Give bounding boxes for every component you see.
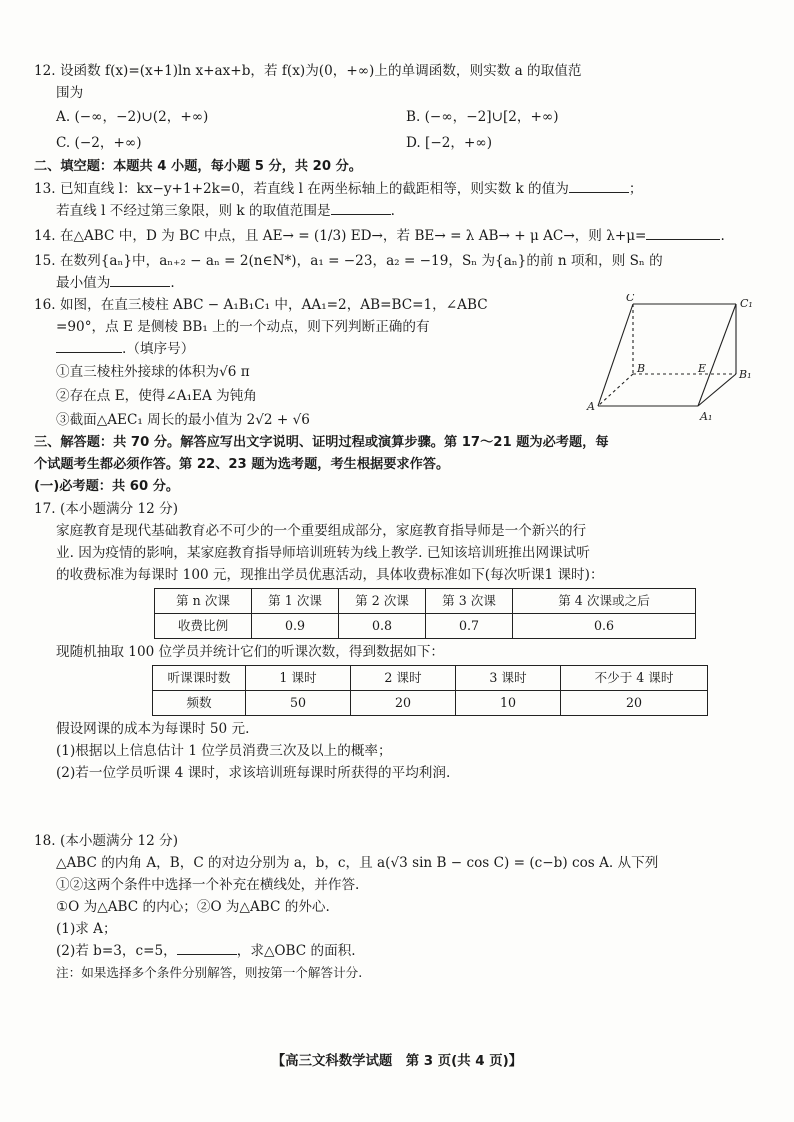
question-15 bbox=[34, 250, 774, 294]
fee-cell-2: 0.8 bbox=[339, 614, 426, 639]
table-row bbox=[155, 589, 696, 614]
question-12 bbox=[34, 60, 774, 156]
q13-line1: 13. 已知直线 l：kx−y+1+2k=0，若直线 l 在两坐标轴上的截距相等，则实数 k 的值为 bbox=[34, 181, 569, 197]
q15-blank[interactable] bbox=[110, 272, 170, 287]
label-e: E bbox=[698, 362, 707, 375]
q17-sub2: (2)若一位学员听课 4 课时，求该培训班每课时所获得的平均利润. bbox=[56, 765, 451, 781]
question-17 bbox=[34, 498, 774, 784]
fee-header-1: 第 1 次课 bbox=[252, 589, 339, 614]
table-row bbox=[153, 666, 708, 691]
q13-blank1[interactable] bbox=[569, 178, 629, 193]
label-a: A bbox=[587, 400, 595, 413]
q15-line2-end: . bbox=[170, 275, 175, 291]
q18-sub1: (1)求 A； bbox=[56, 921, 117, 937]
q14-blank[interactable] bbox=[646, 225, 720, 240]
prism-figure bbox=[586, 294, 776, 424]
section2-heading: 二、填空题：本题共 4 小题，每小题 5 分，共 20 分。 bbox=[34, 159, 362, 174]
label-b: B bbox=[637, 362, 646, 375]
label-b1: B₁ bbox=[739, 368, 752, 381]
label-c1: C₁ bbox=[740, 297, 753, 310]
q12-line1: 12. 设函数 f(x)=(x+1)ln x+ax+b，若 f(x)为(0，+∞)上的单调函数，则实数 a 的取值范 bbox=[34, 63, 582, 79]
fee-header-2: 第 2 次课 bbox=[339, 589, 426, 614]
q18-sub2: (2)若 b=3，c=5， bbox=[56, 943, 177, 959]
fee-header-3: 第 3 次课 bbox=[426, 589, 513, 614]
freq-cell-1: 50 bbox=[246, 691, 351, 716]
table-row bbox=[153, 691, 708, 716]
q12-option-b[interactable]: B. (−∞，−2]∪[2，+∞) bbox=[406, 109, 559, 125]
question-16 bbox=[34, 294, 774, 432]
fee-header-4: 第 4 次课或之后 bbox=[513, 589, 696, 614]
freq-header-3: 3 课时 bbox=[456, 666, 561, 691]
section3-line2: 个试题考生都必须作答。第 22、23 题为选考题，考生根据要求作答。 bbox=[34, 457, 450, 472]
label-c: C bbox=[626, 294, 635, 304]
q15-line2: 最小值为 bbox=[56, 275, 111, 291]
q12-options bbox=[34, 104, 774, 156]
freq-header-4: 不少于 4 课时 bbox=[561, 666, 708, 691]
freq-header-2: 2 课时 bbox=[351, 666, 456, 691]
freq-cell-3: 10 bbox=[456, 691, 561, 716]
q17-cost: 假设网课的成本为每课时 50 元. bbox=[56, 721, 250, 737]
q13-line2-end: . bbox=[390, 203, 395, 219]
fee-header-0: 第 n 次课 bbox=[155, 589, 252, 614]
q16-item3: ③截面△AEC₁ 周长的最小值为 2√2 + √6 bbox=[56, 412, 310, 428]
q16-item2: ②存在点 E，使得∠A₁EA 为钝角 bbox=[56, 388, 257, 404]
q17-head: 17. (本小题满分 12 分) bbox=[34, 501, 179, 517]
q18-head: 18. (本小题满分 12 分) bbox=[34, 833, 179, 849]
q16-item1: ①直三棱柱外接球的体积为√6 π bbox=[56, 364, 250, 380]
q17-mid: 现随机抽取 100 位学员并统计它们的听课次数，得到数据如下： bbox=[56, 644, 445, 660]
q17-para1: 家庭教育是现代基础教育必不可少的一个重要组成部分，家庭教育指导师是一个新兴的行 bbox=[56, 523, 587, 539]
question-13 bbox=[34, 178, 774, 222]
q12-line2: 围为 bbox=[56, 85, 84, 101]
freq-cell-4: 20 bbox=[561, 691, 708, 716]
q14-text: 14. 在△ABC 中，D 为 BC 中点，且 AE→ = (1/3) ED→，若 BE→ = λ AB→ + μ AC→，则 λ+μ= bbox=[34, 228, 647, 244]
q16-line2: =90°，点 E 是侧棱 BB₁ 上的一个动点，则下列判断正确的有 bbox=[56, 319, 430, 335]
fee-cell-1: 0.9 bbox=[252, 614, 339, 639]
q17-para3: 的收费标准为每课时 100 元，现推出学员优惠活动，具体收费标准如下(每次听课1 课时)： bbox=[56, 567, 604, 583]
q18-sub2-end: ，求△OBC 的面积. bbox=[236, 943, 356, 959]
required-heading: (一)必考题：共 60 分。 bbox=[34, 479, 180, 494]
q17-sub1: (1)根据以上信息估计 1 位学员消费三次及以上的概率； bbox=[56, 743, 392, 759]
q16-line3-end: .（填序号） bbox=[122, 341, 195, 357]
section3-line1: 三、解答题：共 70 分。解答应写出文字说明、证明过程或演算步骤。第 17～21 题为必考题，每 bbox=[34, 435, 609, 450]
q18-line1: △ABC 的内角 A，B，C 的对边分别为 a，b，c，且 a(√3 sin B − cos C) = (c−b) cos A. 从下列 bbox=[56, 855, 659, 871]
q17-para2: 业. 因为疫情的影响，某家庭教育指导师培训班转为线上教学. 已知该培训班推出网课试听 bbox=[56, 545, 590, 561]
label-a1: A₁ bbox=[700, 410, 713, 423]
frequency-table bbox=[152, 665, 708, 716]
q12-option-d[interactable]: D. [−2，+∞) bbox=[406, 135, 493, 151]
freq-cell-2: 20 bbox=[351, 691, 456, 716]
q16-blank[interactable] bbox=[56, 338, 122, 353]
fee-cell-0: 收费比例 bbox=[155, 614, 252, 639]
freq-header-1: 1 课时 bbox=[246, 666, 351, 691]
q14-end: . bbox=[720, 228, 725, 244]
q12-option-a[interactable]: A. (−∞，−2)∪(2，+∞) bbox=[56, 109, 209, 125]
fee-table bbox=[154, 588, 696, 639]
q13-blank2[interactable] bbox=[331, 200, 391, 215]
q18-line3: ①O 为△ABC 的内心；②O 为△ABC 的外心. bbox=[56, 899, 330, 915]
freq-cell-0: 频数 bbox=[153, 691, 246, 716]
fee-cell-4: 0.6 bbox=[513, 614, 696, 639]
q18-blank[interactable] bbox=[177, 940, 237, 955]
q18-note: 注：如果选择多个条件分别解答，则按第一个解答计分. bbox=[56, 965, 363, 980]
q13-line1-end: ； bbox=[628, 181, 643, 197]
q13-line2: 若直线 l 不经过第三象限，则 k 的取值范围是 bbox=[56, 203, 331, 219]
exam-page bbox=[34, 60, 774, 984]
q16-line1: 16. 如图，在直三棱柱 ABC − A₁B₁C₁ 中，AA₁=2，AB=BC=1，∠ABC bbox=[34, 297, 488, 313]
question-14 bbox=[34, 222, 774, 250]
q15-line1: 15. 在数列{aₙ}中，aₙ₊₂ − aₙ = 2(n∈N*)，a₁ = −23，a₂ = −19，Sₙ 为{aₙ}的前 n 项和，则 Sₙ 的 bbox=[34, 253, 663, 269]
q18-line2: ①②这两个条件中选择一个补充在横线处，并作答. bbox=[56, 877, 360, 893]
page-footer: 【高三文科数学试题 第 3 页(共 4 页)】 bbox=[271, 1054, 523, 1069]
fee-cell-3: 0.7 bbox=[426, 614, 513, 639]
table-row bbox=[155, 614, 696, 639]
q12-option-c[interactable]: C. (−2，+∞) bbox=[56, 135, 142, 151]
question-18 bbox=[34, 830, 774, 984]
freq-header-0: 听课课时数 bbox=[153, 666, 246, 691]
